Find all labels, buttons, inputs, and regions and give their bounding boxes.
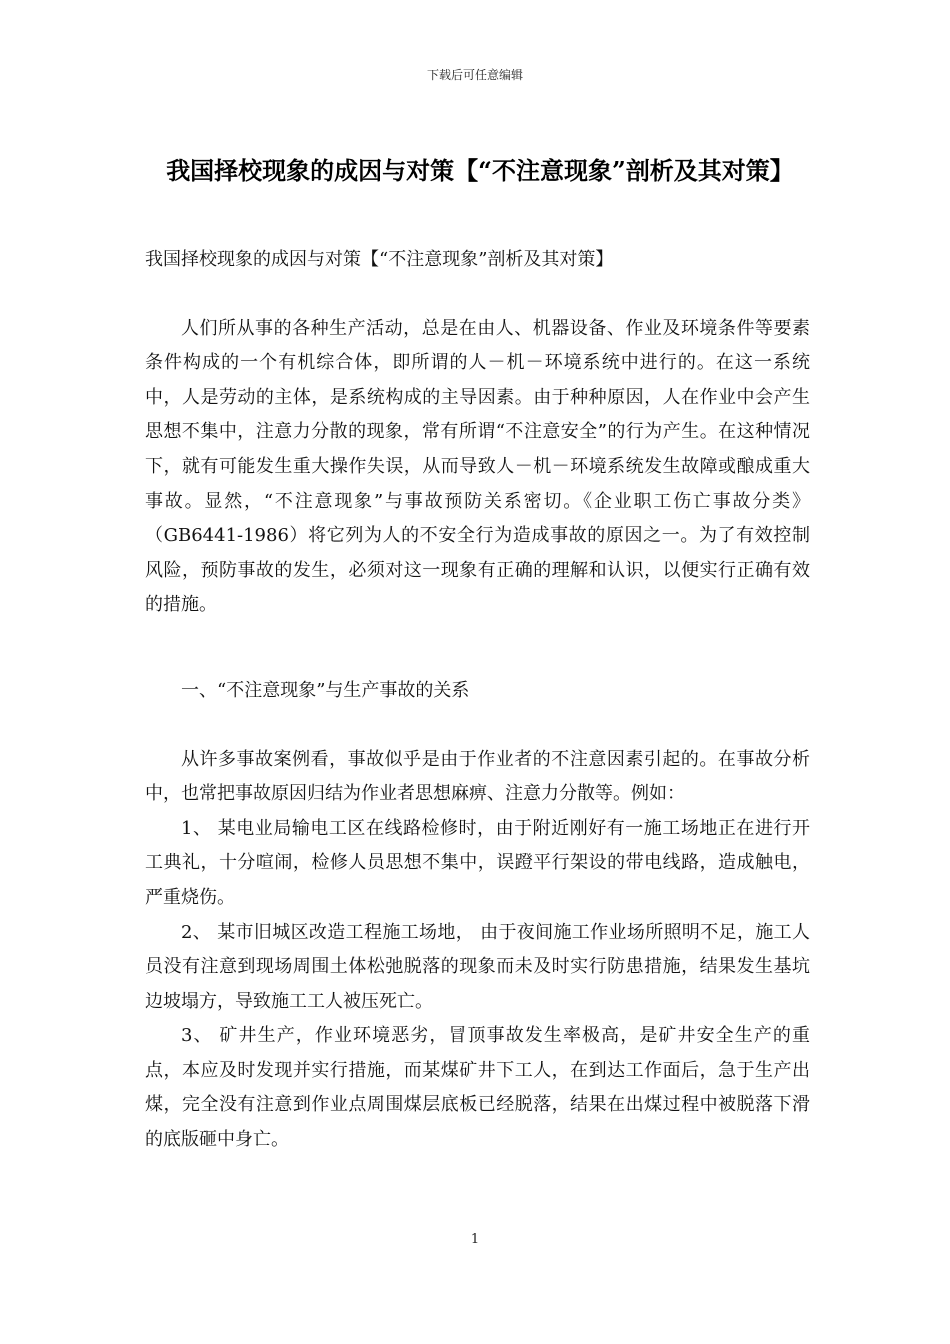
case-item-3: 3、 矿井生产，作业环境恶劣，冒顶事故发生率极高，是矿井安全生产的重点，本应及时发现并实行措施，而某煤矿井下工人，在到达工作面后，急于生产出煤，完全没有注意到作业点周围煤层底板已经脱落，结果在出煤过程中被脱落下滑的底版砸中身亡。 [145, 1025, 810, 1151]
document-title: 我国择校现象的成因与对策【“不注意现象”剖析及其对策】 [166, 156, 794, 185]
intro-paragraph: 人们所从事的各种生产活动，总是在由人、机器设备、作业及环境条件等要素条件构成的一个有机综合体，即所谓的人－机－环境系统中进行的。在这一系统中，人是劳动的主体，是系统构成的主导因素。由于种种原因，人在作业中会产生思想不集中，注意力分散的现象，常有所谓“不注意安全”的行为产生。在这种情况下，就有可能发生重大操作失误，从而导致人－机－环境系统发生故障或酿成重大事故。显然，“不注意现象”与事故预防关系密切。《企业职工伤亡事故分类》（GB6441-1986）将它列为人的不安全行为造成事故的原因之一。为了有效控制风险，预防事故的发生，必须对这一现象有正确的理解和认识，以便实行正确有效的措施。 [145, 317, 810, 616]
section-paragraph: 从许多事故案例看，事故似乎是由于作业者的不注意因素引起的。在事故分析中，也常把事故原因归结为作业者思想麻痹、注意力分散等。例如： [145, 748, 810, 805]
document-subtitle: 我国择校现象的成因与对策【“不注意现象”剖析及其对策】 [145, 249, 614, 270]
document-body [145, 243, 810, 1158]
case-item-1: 1、 某电业局输电工区在线路检修时，由于附近刚好有一施工场地正在进行开工典礼，十分喧闹，检修人员思想不集中，误蹬平行架设的带电线路，造成触电，严重烧伤。 [145, 817, 810, 908]
case-item-2: 2、 某市旧城区改造工程施工场地， 由于夜间施工作业场所照明不足，施工人员没有注意到现场周围土体松弛脱落的现象而未及时实行防患措施，结果发生基坑边坡塌方，导致施工工人被压死亡。 [145, 921, 810, 1012]
header-note: 下载后可任意编辑 [426, 68, 523, 82]
section-heading: 一、“不注意现象”与生产事故的关系 [181, 679, 470, 701]
page-number: 1 [470, 1232, 480, 1247]
